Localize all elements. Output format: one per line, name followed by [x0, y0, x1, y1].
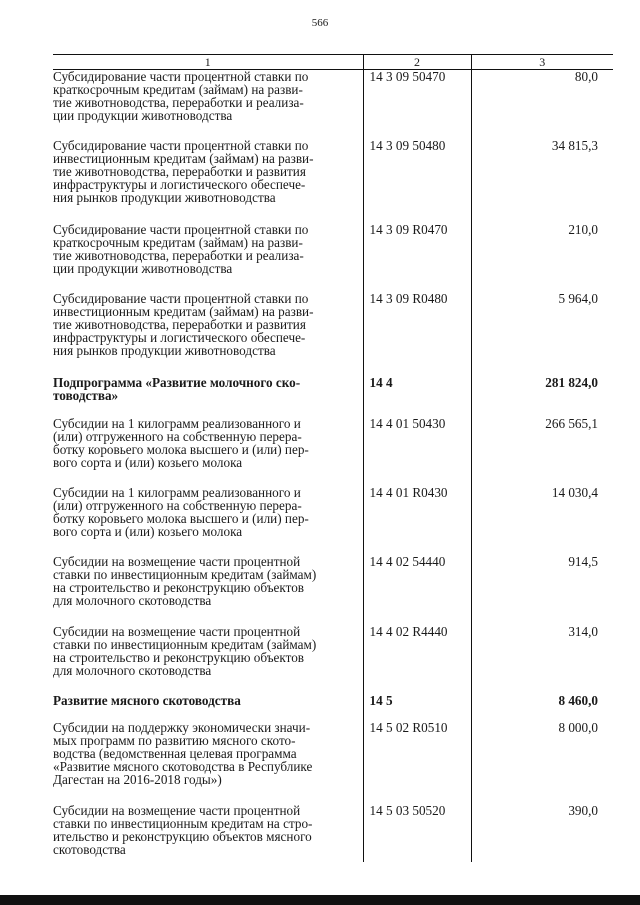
row-name-line: Субсидии на 1 килограмм реализованного и: [53, 415, 301, 431]
row-name-line: Субсидирование части процентной ставки по: [53, 291, 309, 307]
row-amount: 914,5: [471, 555, 613, 624]
column-header-1: 1: [53, 55, 363, 70]
table-row: [53, 625, 613, 694]
row-name-line: краткосрочным кредитам (займам) на разви-: [53, 82, 303, 97]
row-name-line: ния рынков продукции животноводства: [53, 190, 276, 206]
row-amount: 390,0: [471, 804, 613, 860]
row-amount: 80,0: [471, 70, 613, 140]
row-name-line: ботку коровьего молока высшего и (или) пер-: [53, 441, 309, 457]
row-name: [53, 292, 363, 375]
row-name-line: Дагестан на 2016-2018 годы»): [53, 772, 222, 788]
row-name-line: для молочного скотоводства: [53, 593, 212, 609]
row-code: 14 5: [363, 694, 471, 721]
row-code: 14 5 02 R0510: [363, 721, 471, 804]
row-name: [53, 625, 363, 694]
row-name-line: инвестиционным кредитам (займам) на разви-: [53, 151, 314, 167]
row-name-line: для молочного скотоводства: [53, 662, 212, 678]
row-name-line: ции продукции животноводства: [53, 260, 233, 276]
table-filler-row: [53, 861, 613, 862]
row-name-line: ставки по инвестиционным кредитам (займам): [53, 636, 317, 652]
row-code: 14 4: [363, 376, 471, 417]
row-name-line: вого сорта и (или) козьего молока: [53, 524, 243, 539]
filler-cell: [363, 861, 471, 862]
column-header-2: 2: [363, 55, 471, 70]
row-name-line: вого сорта и (или) козьего молока: [53, 454, 243, 470]
table-row: [53, 292, 613, 375]
row-name-line: Субсидирование части процентной ставки по: [53, 221, 309, 237]
row-code: 14 3 09 50480: [363, 139, 471, 222]
row-amount: 281 824,0: [471, 376, 613, 417]
table-body: [53, 70, 613, 863]
row-amount: 14 030,4: [471, 486, 613, 555]
row-name-line: Субсидирование части процентной ставки по: [53, 69, 309, 84]
row-name-line: тие животноводства, переработки и реализа-: [53, 247, 304, 263]
row-name-line: (или) отгруженного на собственную перера-: [53, 428, 302, 444]
row-name-line: Субсидии на возмещение части процентной: [53, 803, 301, 819]
row-name: [53, 486, 363, 555]
row-name-line: мых программ по развитию мясного ското-: [53, 733, 296, 749]
row-name-line: водства (ведомственная целевая программа: [53, 746, 297, 762]
row-amount: 5 964,0: [471, 292, 613, 375]
row-name-line: Субсидии на возмещение части процентной: [53, 554, 301, 570]
row-code: 14 3 09 R0480: [363, 292, 471, 375]
row-amount: 210,0: [471, 223, 613, 292]
row-code: 14 4 02 R4440: [363, 625, 471, 694]
row-name-line: инфраструктуры и логистического обеспече-: [53, 330, 306, 346]
row-code: 14 4 02 54440: [363, 555, 471, 624]
row-name-line: инвестиционным кредитам (займам) на разви-: [53, 304, 314, 320]
table-row: [53, 555, 613, 624]
budget-table: [53, 54, 613, 862]
table-row: [53, 804, 613, 860]
row-name-line: ставки по инвестиционным кредитам (займам): [53, 567, 317, 583]
table-row: [53, 70, 613, 140]
row-name: [53, 223, 363, 292]
row-name: [53, 139, 363, 222]
filler-cell: [53, 861, 363, 862]
row-amount: 314,0: [471, 625, 613, 694]
row-name-line: ции продукции животноводства: [53, 108, 233, 123]
row-name-line: тие животноводства, переработки и развития: [53, 164, 306, 180]
row-amount: 266 565,1: [471, 417, 613, 486]
table-header-row: [53, 55, 613, 70]
row-name-line: ния рынков продукции животноводства: [53, 343, 276, 359]
scan-bottom-edge: [0, 895, 640, 905]
row-code: 14 5 03 50520: [363, 804, 471, 860]
row-name-line: на строительство и реконструкцию объектов: [53, 580, 305, 596]
row-name: [53, 70, 363, 140]
row-name-line: Развитие мясного скотоводства: [53, 692, 241, 708]
row-name-line: скотоводства: [53, 842, 126, 858]
row-name-line: Субсидии на поддержку экономически значи-: [53, 720, 311, 736]
column-header-3: 3: [471, 55, 613, 70]
row-name-line: «Развитие мясного скотоводства в Республике: [53, 759, 313, 775]
row-amount: 8 460,0: [471, 694, 613, 721]
table-row: [53, 721, 613, 804]
row-name-line: Субсидирование части процентной ставки по: [53, 138, 309, 154]
row-name-line: ботку коровьего молока высшего и (или) пер-: [53, 511, 309, 526]
table-row: [53, 376, 613, 417]
row-name: [53, 694, 363, 721]
row-name-line: ставки по инвестиционным кредитам на стро-: [53, 816, 313, 832]
row-code: 14 4 01 R0430: [363, 486, 471, 555]
row-name-line: на строительство и реконструкцию объектов: [53, 649, 305, 665]
row-name-line: Субсидии на возмещение части процентной: [53, 623, 301, 639]
row-name-line: тие животноводства, переработки и развития: [53, 317, 306, 333]
table-row: [53, 223, 613, 292]
table-row: [53, 139, 613, 222]
row-code: 14 4 01 50430: [363, 417, 471, 486]
row-name: [53, 804, 363, 860]
row-code: 14 3 09 R0470: [363, 223, 471, 292]
table-row: [53, 417, 613, 486]
row-name-line: (или) отгруженного на собственную перера-: [53, 498, 302, 513]
row-name: [53, 376, 363, 417]
row-amount: 8 000,0: [471, 721, 613, 804]
filler-cell: [471, 861, 613, 862]
table-row: [53, 694, 613, 721]
row-name-line: тие животноводства, переработки и реализа-: [53, 95, 304, 110]
row-name: [53, 721, 363, 804]
row-name-line: Субсидии на 1 килограмм реализованного и: [53, 485, 301, 500]
row-name-line: краткосрочным кредитам (займам) на разви-: [53, 234, 303, 250]
row-name-line: Подпрограмма «Развитие молочного ско-: [53, 374, 301, 390]
row-amount: 34 815,3: [471, 139, 613, 222]
page-number: 566: [311, 17, 329, 29]
row-code: 14 3 09 50470: [363, 70, 471, 140]
table-row: [53, 486, 613, 555]
row-name-line: товодства»: [53, 387, 119, 403]
row-name: [53, 417, 363, 486]
row-name-line: инфраструктуры и логистического обеспече-: [53, 177, 306, 193]
row-name-line: ительство и реконструкцию объектов мясного: [53, 829, 312, 845]
row-name: [53, 555, 363, 624]
